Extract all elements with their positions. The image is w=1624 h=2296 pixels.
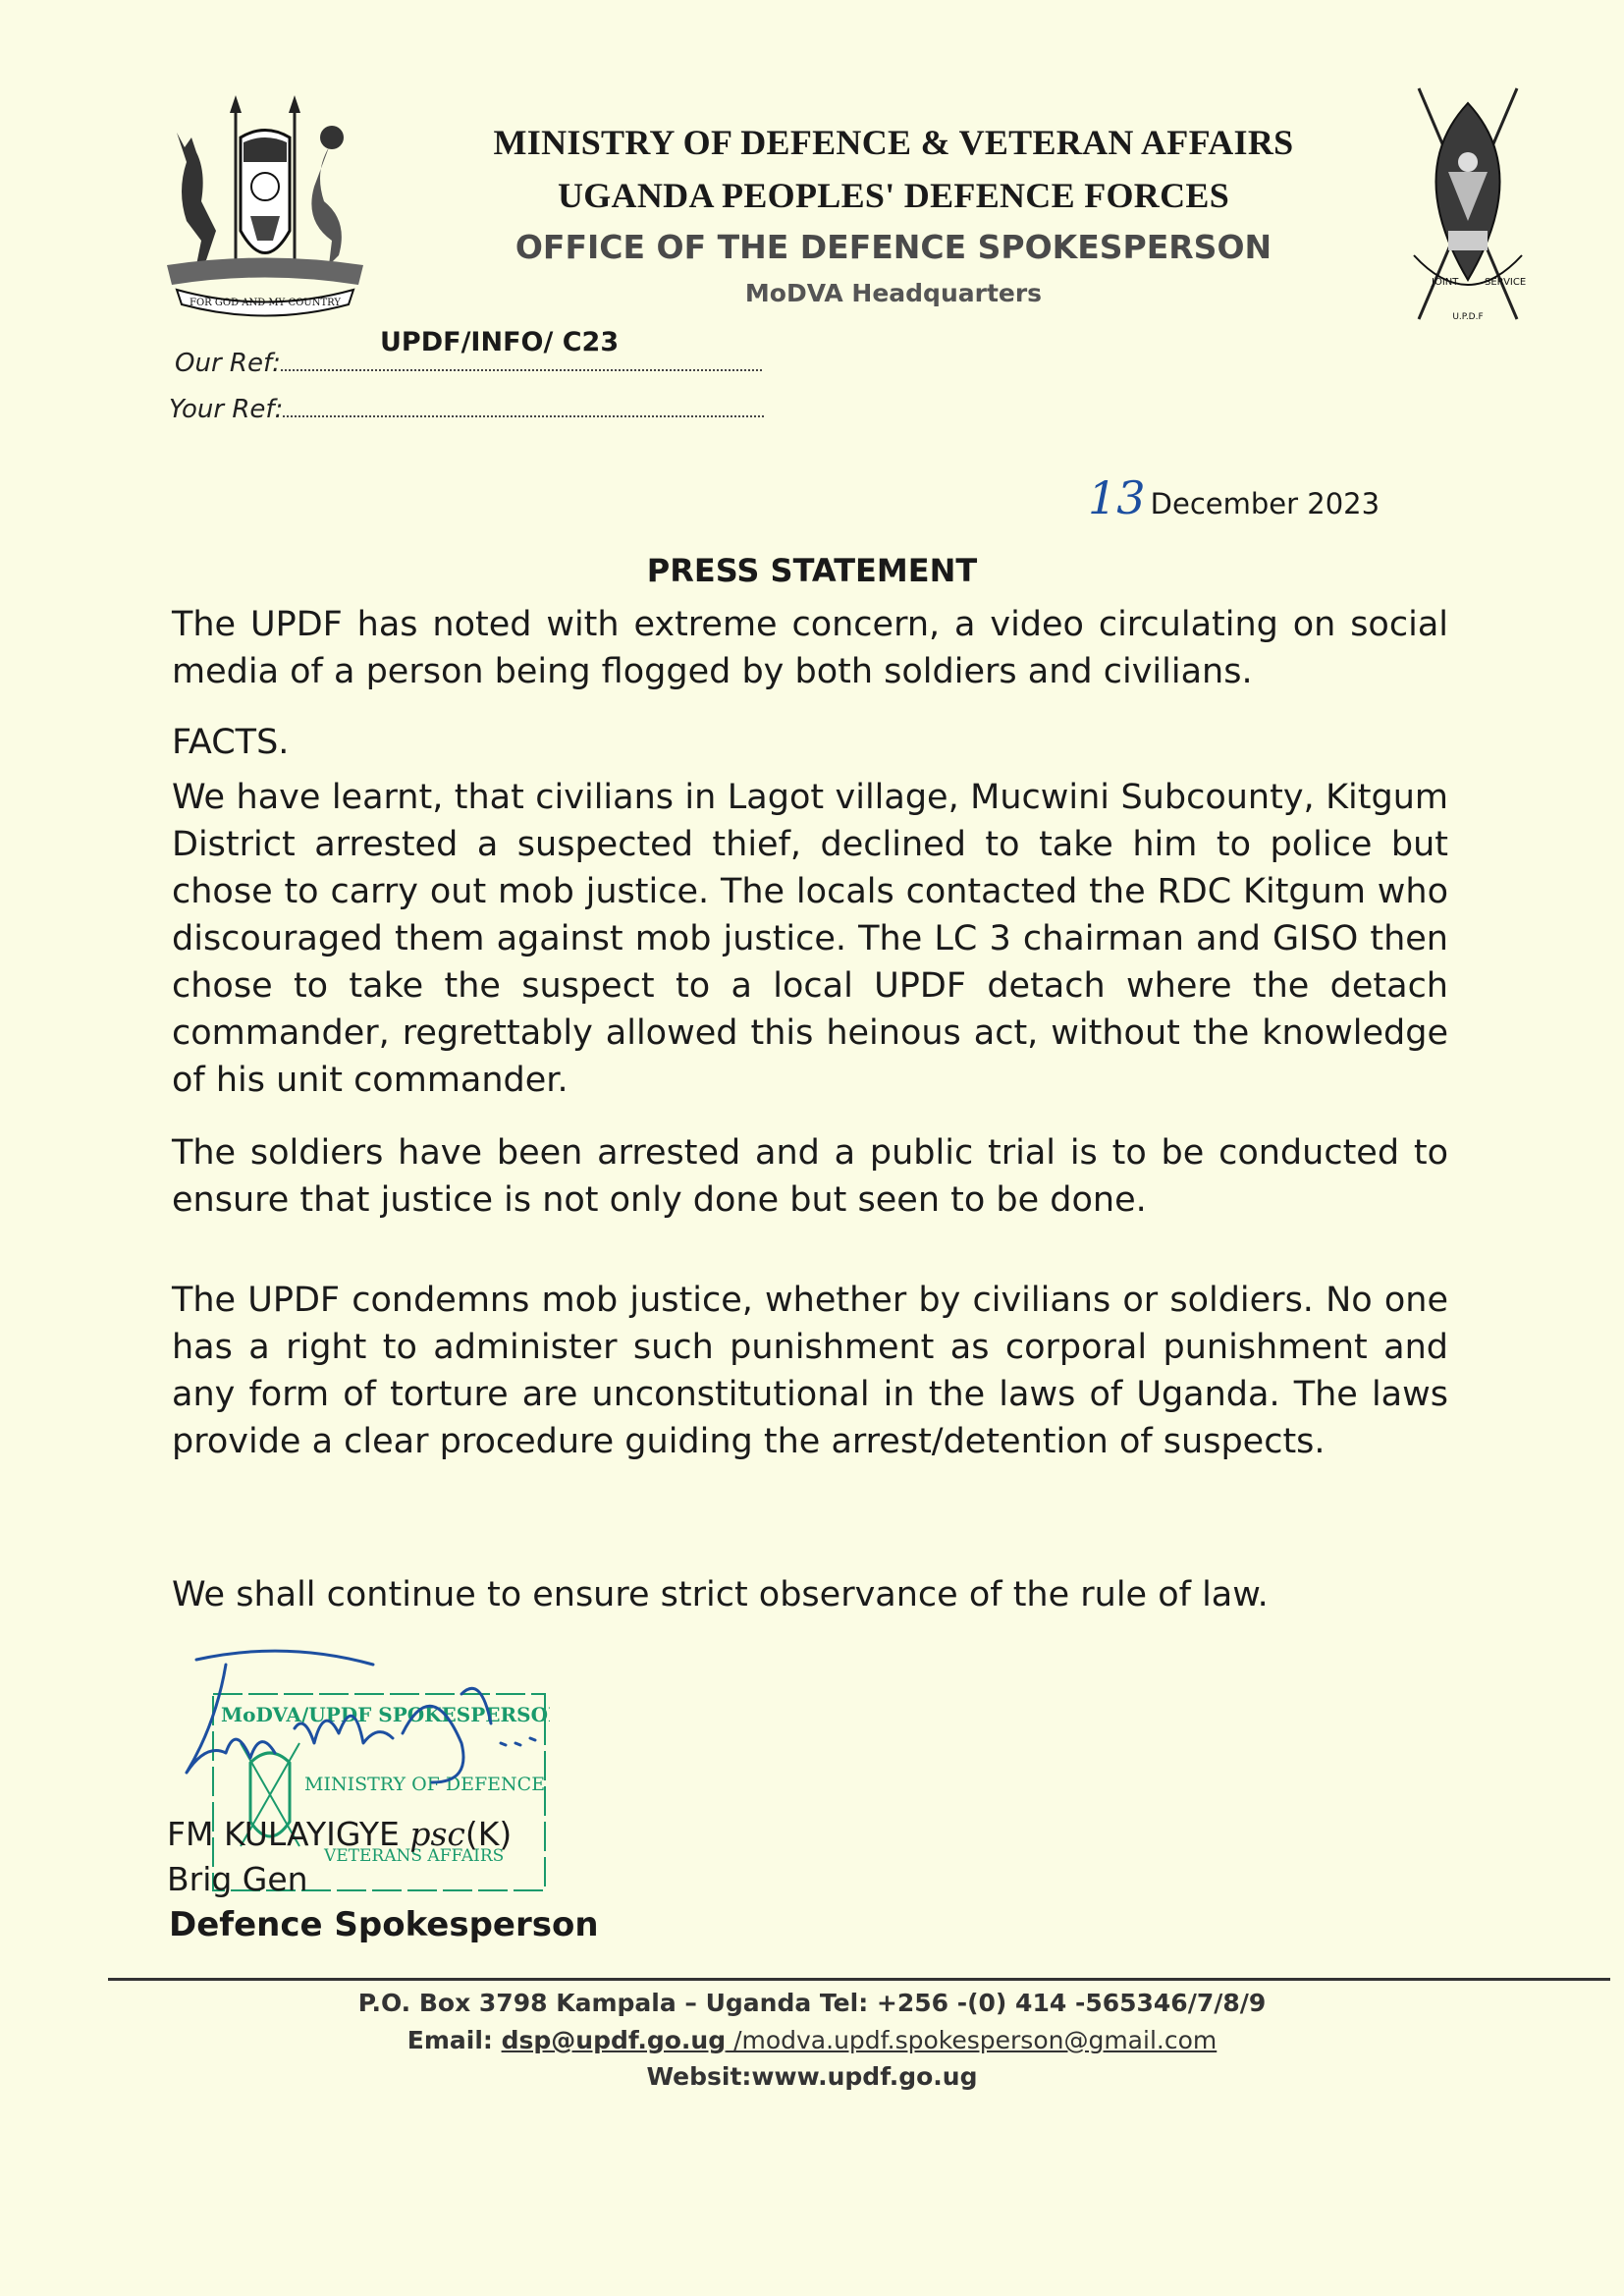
header-office: OFFICE OF THE DEFENCE SPOKESPERSON xyxy=(514,228,1272,266)
coat-of-arms xyxy=(157,93,373,324)
signatory-name: FM KULAYIGYE xyxy=(167,1815,400,1853)
signatory-k: (K) xyxy=(464,1815,513,1853)
emblem-abbr: U.P.D.F xyxy=(1452,312,1484,322)
footer-website[interactable]: Websit:www.updf.go.ug xyxy=(646,2062,978,2091)
footer-email-link-1[interactable]: dsp@updf.go.ug xyxy=(501,2026,727,2054)
our-ref-dots xyxy=(281,369,762,371)
signatory-name-line xyxy=(167,1815,512,1853)
footer-email xyxy=(0,2026,1624,2054)
paragraph-arrest: The soldiers have been arrested and a public trial is to be conducted to ensure that justice is not only done but seen to be done. xyxy=(172,1133,1448,1220)
stamp-middle-text: MINISTRY OF DEFENCE xyxy=(304,1774,546,1795)
emblem-motto-right: SERVICE xyxy=(1485,277,1527,288)
signatory-psc: psc xyxy=(409,1815,465,1853)
our-ref xyxy=(175,349,762,378)
header-updf: UGANDA PEOPLES' DEFENCE FORCES xyxy=(557,176,1230,215)
paragraph-closing: We shall continue to ensure strict observance of the rule of law. xyxy=(172,1575,1269,1614)
your-ref xyxy=(169,395,764,424)
date xyxy=(1088,471,1380,524)
date-day-handwritten: 13 xyxy=(1088,471,1146,524)
date-rest: December 2023 xyxy=(1150,487,1380,520)
paragraph-facts-heading: FACTS. xyxy=(172,723,290,762)
your-ref-dots xyxy=(283,415,764,417)
our-ref-label: Our Ref: xyxy=(175,349,281,378)
signatory-title: Defence Spokesperson xyxy=(169,1905,599,1944)
your-ref-label: Your Ref: xyxy=(169,395,284,424)
our-ref-value: UPDF/INFO/ C23 xyxy=(380,327,620,357)
footer-email-link-2[interactable]: /modva.updf.spokesperson@gmail.com xyxy=(726,2026,1218,2054)
paragraph-intro: The UPDF has noted with extreme concern, a video circulating on social media of a person being flogged by both soldiers and civilians. xyxy=(172,605,1448,691)
footer-divider xyxy=(108,1978,1610,1981)
footer-email-label: Email: xyxy=(406,2026,502,2054)
motto-text: FOR GOD AND MY COUNTRY xyxy=(189,298,341,308)
header-ministry: MINISTRY OF DEFENCE & VETERAN AFFAIRS xyxy=(493,123,1294,162)
stamp-bottom-text: VETERANS AFFAIRS xyxy=(324,1846,505,1866)
handwritten-signature xyxy=(167,1635,579,1792)
header-hq: MoDVA Headquarters xyxy=(744,279,1043,307)
emblem-motto-left: JOINT xyxy=(1432,277,1459,288)
press-statement-title: PRESS STATEMENT xyxy=(646,552,978,589)
signatory-rank: Brig Gen xyxy=(167,1860,308,1898)
paragraph-facts: We have learnt, that civilians in Lagot village, Mucwini Subcounty, Kitgum District arrested a suspected thief, declined to take him to police but chose to carry out mob justice. The locals contacted the RDC Kitgum who discouraged them against mob justice. The LC 3 chairman and GISO then chose to take the suspect to a local UPDF detach where the detach commander, regrettably allowed this heinous act, without the knowledge of his unit commander. xyxy=(172,778,1448,1100)
footer-address: P.O. Box 3798 Kampala – Uganda Tel: +256 -(0) 414 -565346/7/8/9 xyxy=(357,1989,1267,2017)
paragraph-condemn: The UPDF condemns mob justice, whether by civilians or soldiers. No one has a right to administer such punishment as corporal punishment and any form of torture are unconstitutional in the laws of Uganda. The laws provide a clear procedure guiding the arrest/detention of suspects. xyxy=(172,1281,1448,1461)
stamp-top-text: MoDVA/UPDF SPOKESPERSON xyxy=(221,1703,550,1726)
